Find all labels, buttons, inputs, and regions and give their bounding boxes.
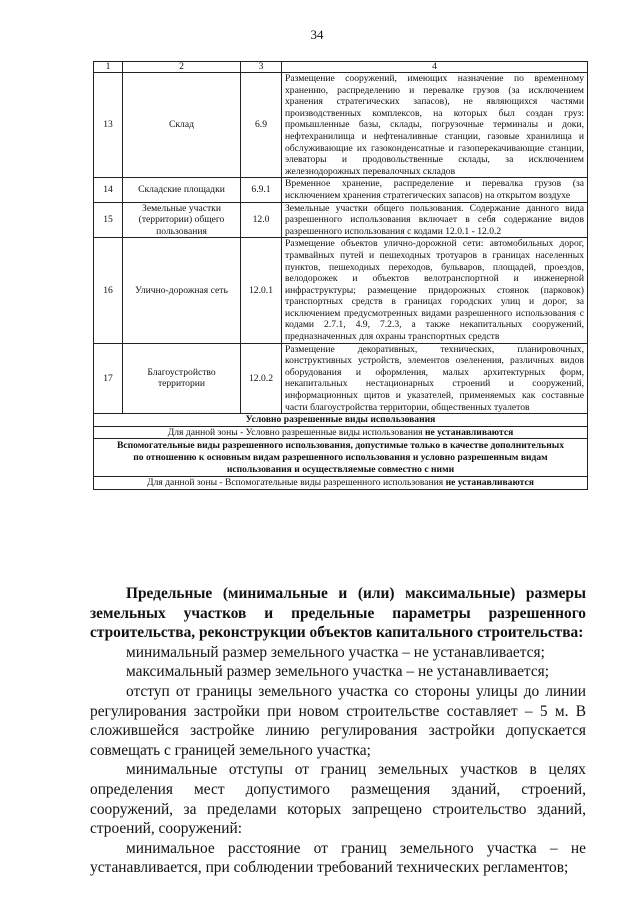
paragraph-min-distance: минимальное расстояние от границ земельного участка – не устанавливается, при соблюдении требований технических регламентов; [90, 839, 586, 877]
header-col-3: 3 [241, 62, 282, 73]
table-row [94, 202, 588, 238]
paragraph-street-setback: отступ от границы земельного участка со стороны улицы до линии регулирования застройки при новом строительстве составляет – 5 м. В сложившейся застройке линию регулирования застройки допускается совмещать с границей земельного участка; [90, 682, 586, 759]
row-code: 12.0 [241, 202, 282, 238]
row-name: Земельные участки (территории) общего пользования [123, 202, 241, 238]
section-heading-line-1: Предельные (минимальные и (или) максимальные) размеры [126, 585, 586, 602]
row-description: Размещение сооружений, имеющих назначение по временному хранению, распределению и перевалке грузов (за исключением хранения стратегических запасов), не являющихся частями производственных комплексов, на которых был создан груз: промышленные базы, склады, погрузочные терминалы и доки, нефтехранилища и нефтеналивные станции, газовые хранилища и обслуживающие их газоконденсатные и газоперекачивающие станции, элеваторы и продовольственные склады, за исключением железнодорожных перевалочных складов [282, 73, 588, 178]
paragraph-min-setbacks: минимальные отступы от границ земельных участков в целях определения мест допустимого размещения зданий, строений, сооружений, за пределами которых запрещено строительство зданий, строений, сооружений: [90, 761, 586, 838]
conditional-title-row [94, 414, 588, 427]
row-description: Временное хранение, распределение и перевалка грузов (за исключением хранения стратегических запасов) на открытом воздухе [282, 178, 588, 202]
conditional-note [94, 426, 588, 439]
auxiliary-note-prefix: Для данной зоны - Вспомогательные виды разрешенного использования [147, 477, 444, 489]
row-description: Размещение декоративных, технических, планировочных, конструктивных устройств, элементов озеленения, различных видов оборудования и оформления, малых архитектурных форм, некапитальных нестационарных строений и сооружений, информационных щитов и указателей, применяемых как составные части благоустройства территории, общественных туалетов [282, 343, 588, 414]
row-code: 12.0.2 [241, 343, 282, 414]
header-col-1: 1 [94, 62, 123, 73]
header-col-4: 4 [282, 62, 588, 73]
row-description: Размещение объектов улично-дорожной сети: автомобильных дорог, трамвайных путей и пешеходных тротуаров в границах населенных пунктов, пешеходных переходов, бульваров, площадей, проездов, велодорожек и объектов велотранспортной и инженерной инфраструктуры; размещение придорожных стоянок (парковок) транспортных средств в границах городских улиц и дорог, за исключением предусмотренных видами разрешенного использования с кодами 2.7.1, 4.9, 7.2.3, а также некапитальных сооружений, предназначенных для охраны транспортных средств [282, 238, 588, 343]
section-heading-line-2: земельных участков и предельные параметры разрешенного [90, 604, 586, 622]
table-row [94, 178, 588, 202]
conditional-note-row [94, 426, 588, 439]
auxiliary-note [94, 477, 588, 490]
row-number: 15 [94, 202, 123, 238]
section-heading-line-3: строительства, реконструкции объектов капитального строительства: [90, 624, 584, 642]
row-number: 17 [94, 343, 123, 414]
table-row [94, 343, 588, 414]
auxiliary-title-row [94, 439, 588, 477]
row-code: 6.9 [241, 73, 282, 178]
row-name: Склад [123, 73, 241, 178]
row-code: 12.0.1 [241, 238, 282, 343]
auxiliary-title: Вспомогательные виды разрешенного использования, допустимые только в качестве дополнительных по отношению к основным видам разрешенного использования и условно разрешенным видам использования и осуществляемые совместно с ними [94, 439, 588, 477]
table-row [94, 238, 588, 343]
paragraph-min-size: минимальный размер земельного участка – не устанавливается; [126, 643, 545, 661]
row-number: 16 [94, 238, 123, 343]
page-number: 34 [310, 27, 324, 42]
row-name: Складские площадки [123, 178, 241, 202]
row-number: 14 [94, 178, 123, 202]
conditional-note-status: не устанавливаются [424, 426, 514, 438]
table-row [94, 73, 588, 178]
header-col-2: 2 [123, 62, 241, 73]
body-text [90, 584, 586, 878]
row-name: Благоустройство территории [123, 343, 241, 414]
row-code: 6.9.1 [241, 178, 282, 202]
row-number: 13 [94, 73, 123, 178]
row-description: Земельные участки общего пользования. Содержание данного вида разрешенного использования включает в себя содержание видов разрешенного использования с кодами 12.0.1 - 12.0.2 [282, 202, 588, 238]
conditional-note-prefix: Для данной зоны - Условно разрешенные виды использования [167, 426, 423, 438]
table-header-row [94, 62, 588, 73]
conditional-title: Условно разрешенные виды использования [94, 414, 588, 427]
auxiliary-note-status: не устанавливаются [445, 477, 534, 489]
paragraph-max-size: максимальный размер земельного участка – не устанавливается; [126, 663, 550, 681]
auxiliary-note-row [94, 477, 588, 490]
land-use-table [93, 61, 588, 490]
row-name: Улично-дорожная сеть [123, 238, 241, 343]
